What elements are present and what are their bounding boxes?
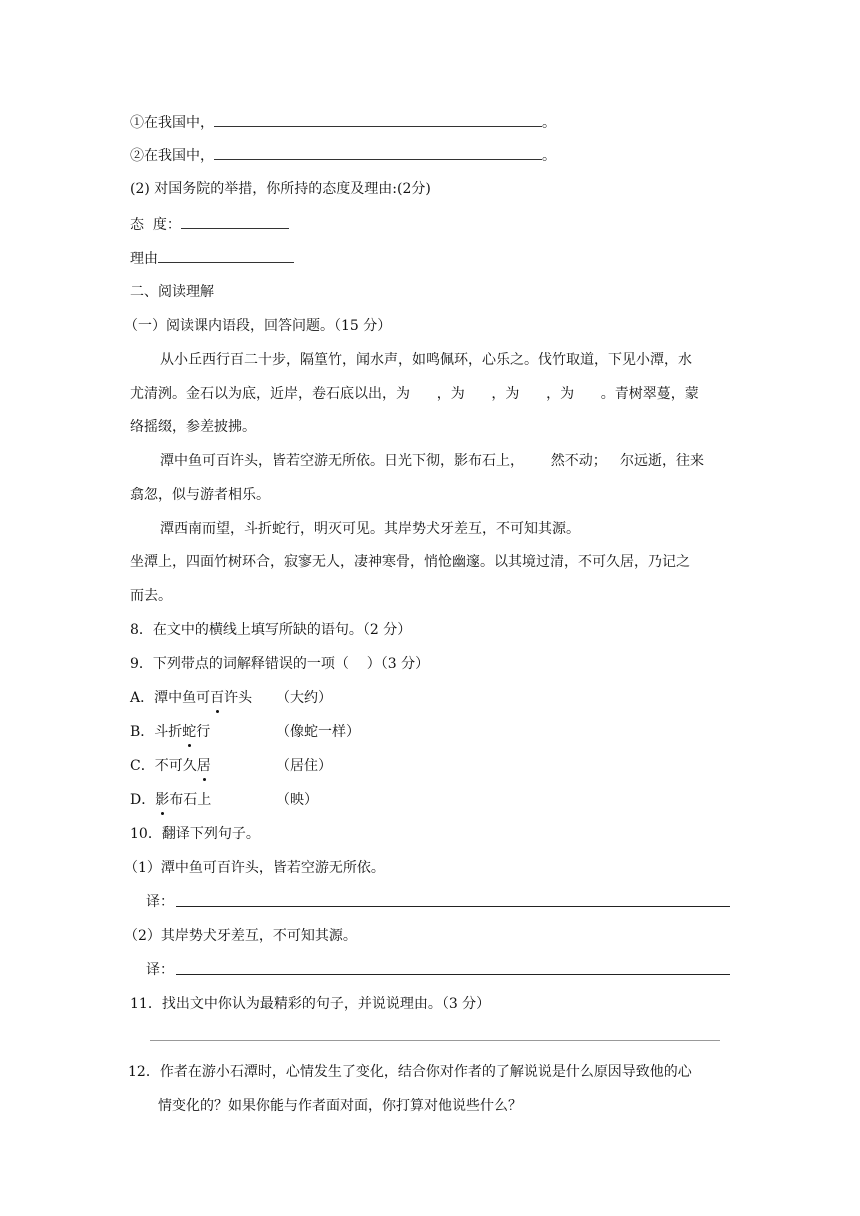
q9-option-c[interactable] <box>130 756 530 776</box>
question-10-1: （1）潭中鱼可百许头，皆若空游无所依。 <box>124 860 385 876</box>
question-10-2: （2）其岸势犬牙差互，不可知其源。 <box>124 928 357 944</box>
question-11: 11．找出文中你认为最精彩的句子，并说说理由。（3 分） <box>130 996 491 1012</box>
option-d-text-end: 布石上 <box>169 792 212 808</box>
question-8: 8．在文中的横线上填写所缺的语句。（2 分） <box>130 622 412 638</box>
attitude-row <box>130 214 289 235</box>
blank-line-2 <box>130 145 556 166</box>
blank-line-1-prefix: ①在我国中， <box>130 115 214 131</box>
option-b-dotted-char: 蛇 <box>182 724 197 740</box>
passage-p4-line2: 而去。 <box>130 588 172 604</box>
blank-line-1 <box>130 112 556 133</box>
translation-answer-line-2[interactable] <box>176 974 730 975</box>
question-10: 10．翻译下列句子。 <box>130 826 260 842</box>
reason-row <box>130 248 294 269</box>
question-2-prompt: (2) 对国务院的举措，你所持的态度及理由:(2分) <box>130 181 431 197</box>
option-a-text-end: 许头 <box>224 690 253 706</box>
option-c-dotted-char: 居 <box>196 758 211 774</box>
answer-blank-1[interactable] <box>214 112 542 127</box>
translation-answer-line-1[interactable] <box>176 906 730 907</box>
option-b-text: B．斗折 <box>130 724 183 740</box>
option-d-gloss: （映） <box>276 792 318 808</box>
option-c-text: C．不可久 <box>130 758 197 774</box>
question-12-line2: 情变化的？如果你能与作者面对面，你打算对他说些什么？ <box>158 1098 522 1114</box>
part-heading: （一）阅读课内语段，回答问题。（15 分） <box>124 318 392 334</box>
option-d-dotted-char: 影 <box>155 792 170 808</box>
option-a-dotted-char: 百 <box>210 690 225 706</box>
option-c-gloss: （居住） <box>276 758 332 774</box>
q9-option-d[interactable] <box>130 790 530 810</box>
reason-label: 理由 <box>130 251 158 267</box>
passage-p2-line2: 翕忽，似与游者相乐。 <box>130 487 270 503</box>
attitude-label: 态 度： <box>130 217 181 233</box>
question-9: 9．下列带点的词解释错误的一项（ ）（3 分） <box>130 656 430 672</box>
translate-label-2: 译： <box>146 962 174 978</box>
option-a-text: A．潭中鱼可 <box>130 690 211 706</box>
translate-label-1: 译： <box>146 894 174 910</box>
passage-p3-line1: 潭西南而望，斗折蛇行，明灭可见。其岸势犬牙差互，不可知其源。 <box>160 521 580 537</box>
attitude-blank[interactable] <box>181 214 289 229</box>
answer-blank-2[interactable] <box>214 145 542 160</box>
passage-p1-line1: 从小丘西行百二十步，隔篁竹，闻水声，如鸣佩环，心乐之。伐竹取道，下见小潭，水 <box>160 352 692 368</box>
option-a-gloss: （大约） <box>276 690 332 706</box>
passage-p2-line1: 潭中鱼可百许头，皆若空游无所依。日光下彻，影布石上， 然不动； 尔远逝，往来 <box>160 453 705 469</box>
question-12-line1: 12．作者在游小石潭时，心情发生了变化，结合你对作者的了解说说是什么原因导致他的心 <box>128 1064 692 1080</box>
passage-p4-line1: 坐潭上，四面竹树环合，寂寥无人，凄神寒骨，悄怆幽邃。以其境过清，不可久居，乃记之 <box>130 554 690 570</box>
blank-line-2-suffix: 。 <box>542 148 556 164</box>
blank-line-1-suffix: 。 <box>542 115 556 131</box>
q9-option-a[interactable] <box>130 688 530 708</box>
passage-p1-line2: 尤清洌。金石以为底，近岸，卷石底以出，为 ，为 ，为 ，为 。青树翠蔓，蒙 <box>130 386 699 402</box>
q9-option-b[interactable] <box>130 722 530 742</box>
option-d-text: D． <box>130 792 156 808</box>
blank-line-2-prefix: ②在我国中， <box>130 148 214 164</box>
question-11-answer-line[interactable] <box>150 1040 720 1041</box>
option-b-text-end: 行 <box>196 724 211 740</box>
reason-blank[interactable] <box>158 248 294 263</box>
passage-p1-line3: 络摇缀，参差披拂。 <box>130 419 256 435</box>
section-heading: 二、阅读理解 <box>130 284 214 300</box>
option-b-gloss: （像蛇一样） <box>276 724 360 740</box>
